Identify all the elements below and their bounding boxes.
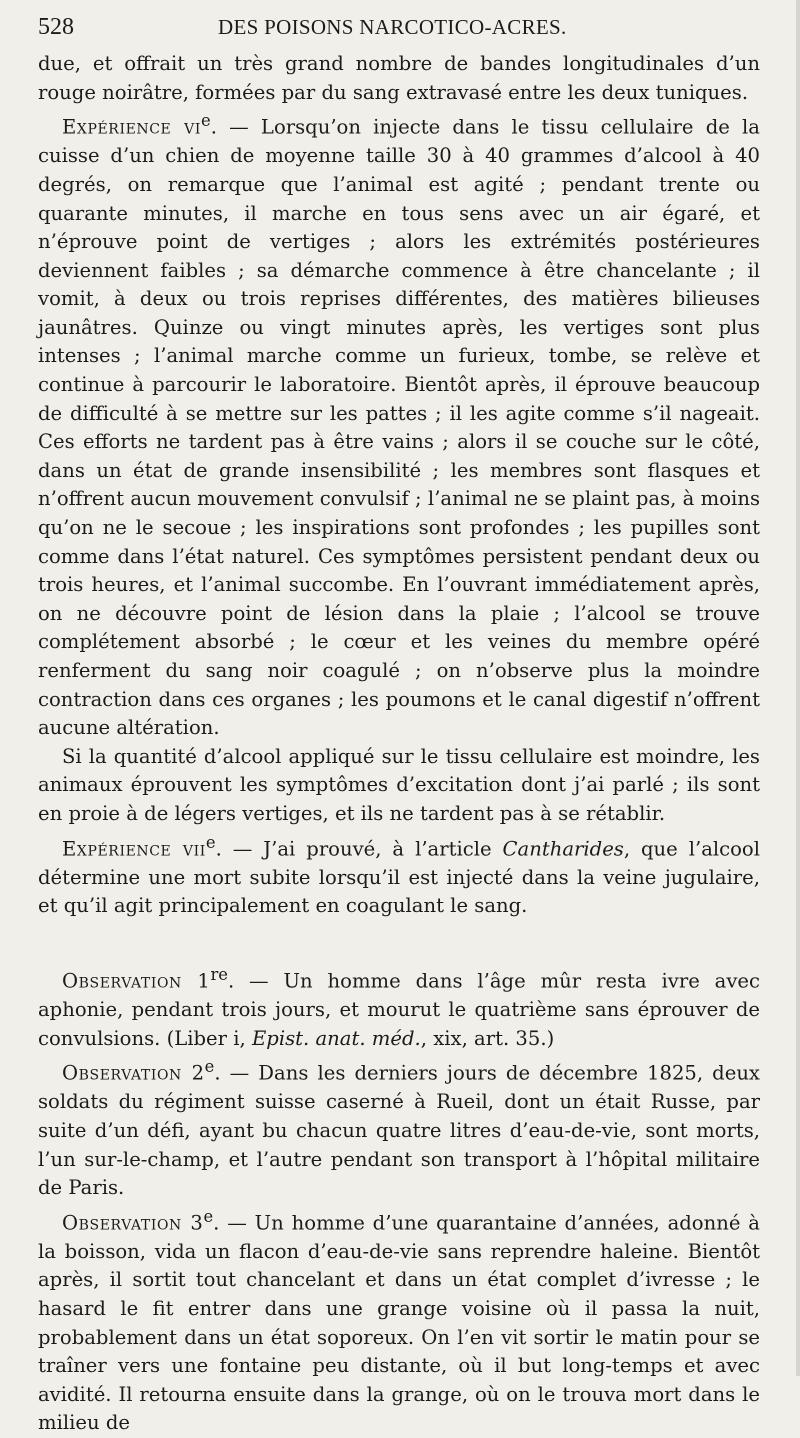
paragraph-observation-3 [38, 1203, 760, 1438]
paragraph-observation-2 [38, 1053, 760, 1203]
paragraph-experience-7 [38, 829, 760, 921]
observation-2-text: . — Dans les derniers jours de décembre 1825, deux soldats du régiment suisse caserné à Rueil, dont un était Russe, par suite d’un défi, ayant bu chacun quatre litres d’eau-de-vie, sont morts, l’un sur-le-champ, et l’autre pendant son transport à l’hôpital militaire de Paris. [38, 1061, 760, 1200]
section-gap [38, 921, 760, 961]
observation-3-ordinal: e [203, 1206, 214, 1226]
paragraph-experience-6 [38, 107, 760, 743]
observation-3-label: Observation 3 [62, 1211, 204, 1235]
experience-7-text-after: , que l’alcool détermine une mort subite lorsqu’il est injecté dans la veine jugulaire, et qu’il agit principalement en coagulant le sang. [38, 837, 760, 918]
page-header [38, 14, 760, 50]
observation-2-label: Observation 2 [62, 1061, 205, 1085]
observation-1-ordinal: re [210, 964, 228, 984]
experience-7-ordinal: e [205, 832, 216, 852]
experience-7-italic-reference: Cantharides [502, 837, 624, 861]
paragraph-continuation: due, et offrait un très grand nombre de bandes longitudinales d’un rouge noirâtre, formées par du sang extravasé entre les deux tuniques. [38, 52, 760, 104]
observation-1-text-after: , xix, art. 35.) [420, 1026, 555, 1050]
observation-1-italic-citation: Epist. anat. méd. [251, 1026, 421, 1050]
paragraph-alcohol-quantity: Si la quantité d’alcool appliqué sur le tissu cellulaire est moindre, les animaux éprouvent les symptômes d’excitation dont j’ai parlé ; ils sont en proie à de légers vertiges, et ils ne tardent pas à se rétablir. [38, 744, 760, 825]
page-edge-shadow [796, 0, 800, 1376]
observation-2-ordinal: e [204, 1057, 215, 1077]
observation-3-text: . — Un homme d’une quarantaine d’années, adonné à la boisson, vida un flacon d’eau-de-vie sans reprendre haleine. Bientôt après, il sortit tout chancelant et dans un état complet d’ivresse ; le hasard le fit entrer dans une grange voisine où il passa la nuit, probablement dans un état soporeux. On l’en vit sortir le matin pour se traîner vers une fontaine peu distante, où il but long-temps et avec avidité. Il retourna ensuite dans la grange, où on le trouva mort dans le milieu de [38, 1211, 760, 1435]
observation-1-label: Observation 1 [62, 969, 211, 993]
observation-1-text-before: . — Un homme dans l’âge mûr resta ivre avec aphonie, pendant trois jours, et mourut le quatrième sans éprouver de convulsions. (Liber i, [38, 969, 760, 1050]
experience-6-label: Expérience vi [62, 115, 202, 139]
running-title: DES POISONS NARCOTICO-ACRES. [218, 15, 567, 39]
experience-6-ordinal: e [201, 111, 211, 131]
page-number: 528 [38, 14, 74, 40]
paragraph-observation-1 [38, 961, 760, 1053]
experience-7-label: Expérience vii [62, 837, 206, 861]
experience-7-text-before: . — J’ai prouvé, à l’article [215, 837, 503, 861]
experience-6-text: . — Lorsqu’on injecte dans le tissu cellulaire de la cuisse d’un chien de moyenne taille 30 à 40 grammes d’alcool à 40 degrés, on remarque que l’animal est agité ; pendant trente ou quarante minutes, il marche en tous sens avec un air égaré, et n’éprouve point de vertiges ; alors les extrémités postérieures deviennent faibles ; sa démarche commence à être chancelante ; il vomit, à deux ou trois reprises différentes, des matières bilieuses jaunâtres. Quinze ou vingt minutes après, les vertiges sont plus intenses ; l’animal marche comme un furieux, tombe, se relève et continue à parcourir le laboratoire. Bientôt après, il éprouve beaucoup de difficulté à se mettre sur les pattes ; il les agite comme s’il nageait. Ces efforts ne tardent pas à être vains ; alors il se couche sur le côté, dans un état de grande insensibilité ; les membres sont flasques et n’offrent aucun mouvement convulsif ; l’animal ne se plaint pas, à moins qu’on ne le secoue ; les inspirations sont profondes ; les pupilles sont comme dans l’état naturel. Ces symptômes persistent pendant deux ou trois heures, et l’animal succombe. En l’ouvrant immédiatement après, on ne découvre point de lésion dans la plaie ; l’alcool se trouve complétement absorbé ; le cœur et les veines du membre opéré renferment du sang noir coagulé ; on n’observe plus la moindre contraction dans ces organes ; les poumons et le canal digestif n’offrent aucune altération. [38, 115, 760, 740]
